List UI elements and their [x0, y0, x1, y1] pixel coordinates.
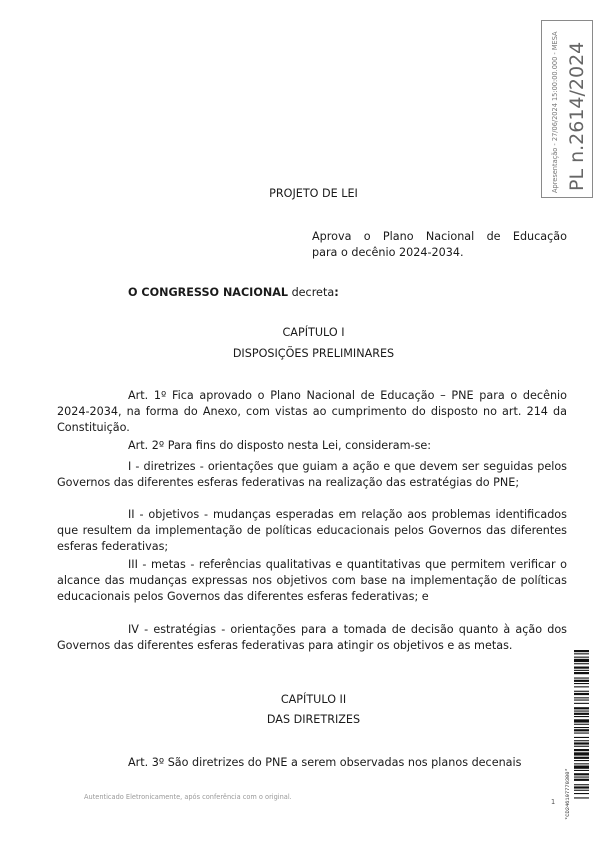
page-number: 1 [551, 798, 556, 806]
barcode-text: *CD246197770300* [565, 768, 571, 820]
barcode-bar [574, 667, 589, 669]
barcode-bar [574, 740, 589, 741]
stamp-date-label: Apresentação - 27/06/2024 15:00:00.000 - MESA [551, 31, 559, 193]
stamp-bill-number: PL n.2614/2024 [566, 41, 588, 191]
article-2: Art. 2º Para fins do disposto nesta Lei, consideram-se: [128, 439, 432, 452]
barcode-bar [574, 773, 589, 775]
barcode-bar [574, 752, 589, 755]
article-1: Art. 1º Fica aprovado o Plano Nacional de Educação – PNE para o decênio 2024-2034, na forma do Anexo, com vistas ao cumprimento do disposto no art. 214 da Constituição. [57, 389, 567, 434]
barcode-bar [574, 779, 589, 781]
barcode-bar [574, 700, 589, 701]
barcode-bar [574, 716, 589, 717]
barcode-bar [574, 790, 589, 791]
chapter-2-title: DAS DIRETRIZES [266, 713, 361, 726]
barcode-bar [574, 793, 589, 794]
barcode-bar [574, 659, 589, 662]
chapter-2-number: CAPÍTULO II [280, 693, 347, 706]
barcode-bar [574, 711, 589, 712]
stamp-bill-number-wrap [564, 21, 590, 191]
barcode-bar [574, 766, 589, 769]
chapter-1-title: DISPOSIÇÕES PRELIMINARES [232, 347, 395, 360]
barcode-bar [574, 657, 589, 658]
barcode-bar [574, 727, 589, 728]
barcode-bar [574, 650, 589, 652]
preamble-colon: : [334, 286, 339, 299]
barcode-bar [574, 683, 589, 684]
item-i-diretrizes: I - diretrizes - orientações que guiam a ação e que devem ser seguidas pelos Governos das diferentes esferas federativas na realização das estratégias do PNE; [57, 460, 567, 489]
barcode-bar [574, 729, 589, 731]
barcode-bar [574, 686, 589, 687]
barcode-bar [574, 663, 589, 664]
chapter-1-number: CAPÍTULO I [282, 326, 345, 339]
article-3: Art. 3º São diretrizes do PNE a serem observadas nos planos decenais [128, 756, 522, 769]
barcode-bar [574, 653, 589, 654]
barcode-bar [574, 797, 589, 798]
barcode-bar [574, 763, 589, 764]
barcode-bar [574, 784, 589, 785]
preamble-verb: decreta [288, 286, 335, 299]
item-iii-metas: III - metas - referências qualitativas e quantitativas que permitem verificar o alcance das mudanças expressas nos objetivos com base na implementação de políticas educacionais pelos Governos das diferentes esferas federativas; e [57, 558, 567, 603]
barcode-bar [574, 670, 589, 671]
barcode-bar [574, 713, 589, 715]
barcode-bar [574, 786, 589, 788]
preamble [128, 286, 339, 299]
barcode-bar [574, 672, 589, 674]
barcode-bar [574, 757, 589, 759]
preamble-subject: O CONGRESSO NACIONAL [128, 286, 289, 299]
barcode-bar [574, 760, 589, 761]
barcode-bar [574, 777, 589, 778]
item-iv-estrategias: IV - estratégias - orientações para a tomada de decisão quanto à ação dos Governos das diferentes esferas federativas para atingir os objetivos e as metas. [57, 623, 567, 652]
authentication-note: Autenticado Eletronicamente, após conferência com o original. [84, 793, 292, 801]
filing-stamp [541, 20, 593, 198]
ementa [312, 229, 567, 261]
barcode-bar [574, 680, 589, 682]
document-type-heading: PROJETO DE LEI [269, 187, 358, 200]
barcode-bar [574, 724, 589, 725]
barcode-bar [574, 742, 589, 744]
barcode-bar [574, 703, 589, 704]
document-barcode [566, 648, 590, 820]
barcode-bar [574, 678, 589, 679]
barcode-bar [574, 693, 589, 695]
barcode-bar [574, 691, 589, 692]
ementa-line-1: Aprova o Plano Nacional de Educação [312, 230, 567, 243]
stamp-date-label-wrap [548, 23, 560, 193]
barcode-graphic [566, 648, 590, 820]
barcode-bar [574, 719, 589, 722]
ementa-line-2: para o decênio 2024-2034. [312, 246, 464, 259]
barcode-bar [574, 749, 589, 751]
barcode-bar [574, 737, 589, 738]
barcode-bar [574, 770, 589, 771]
item-ii-objetivos: II - objetivos - mudanças esperadas em relação aos problemas identificados que resultem da implementação de políticas educacionais pelos Governos das diferentes esferas federativas; [57, 508, 567, 553]
barcode-bar [574, 697, 589, 698]
barcode-bar [574, 733, 589, 734]
barcode-bar [574, 707, 589, 709]
barcode-bar [574, 746, 589, 747]
